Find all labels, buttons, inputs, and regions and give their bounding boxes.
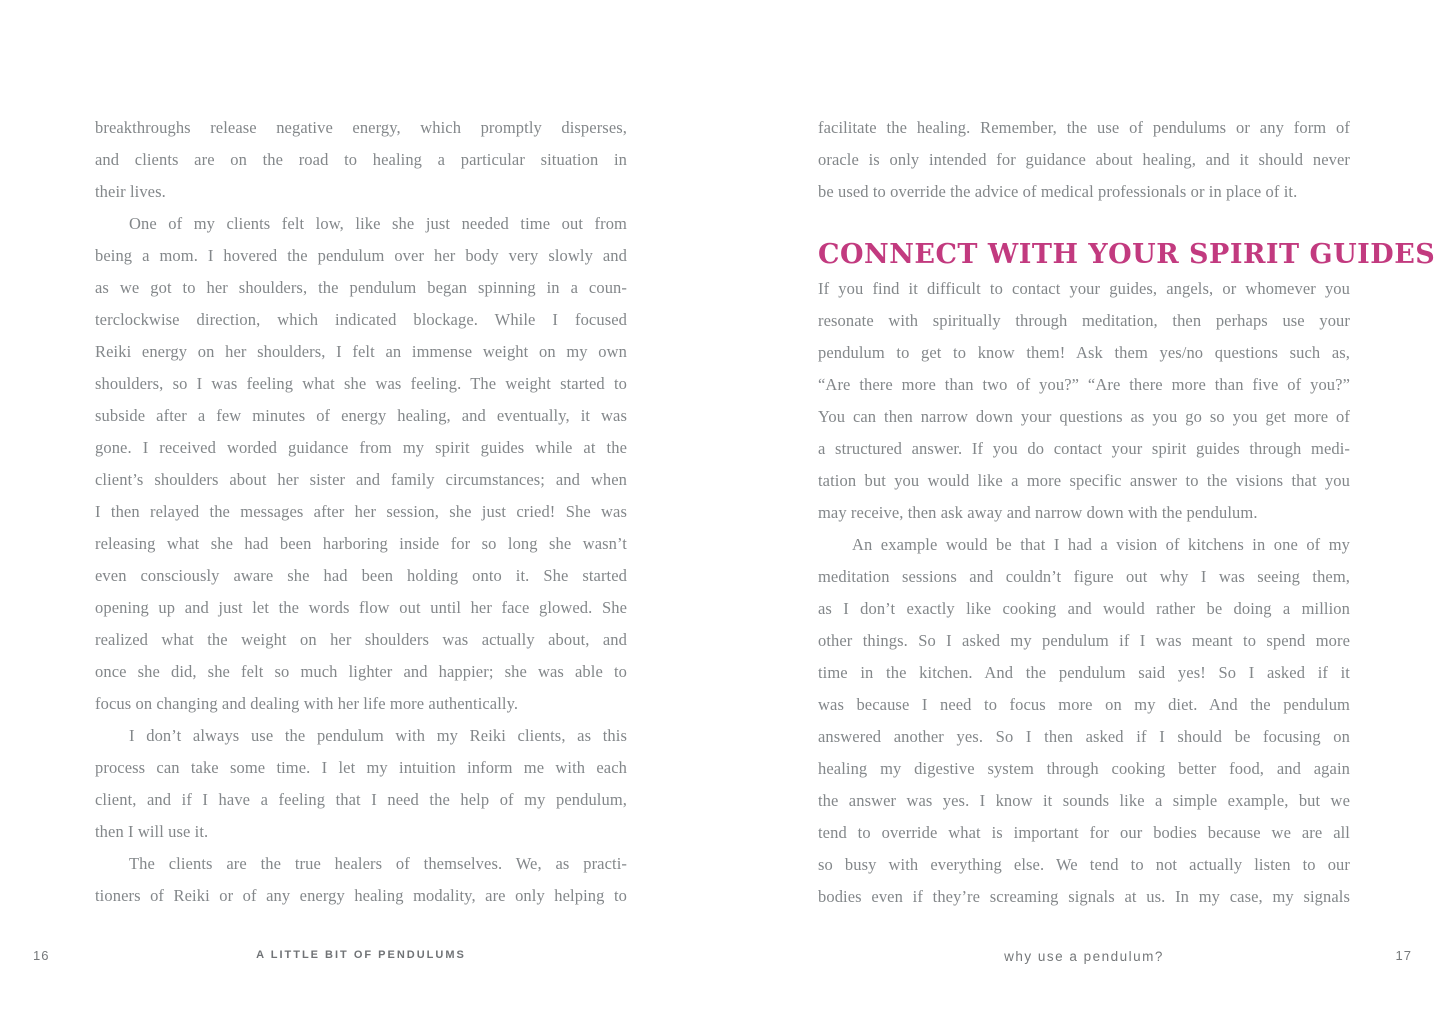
text-line: being a mom. I hovered the pendulum over her body very slowly and bbox=[95, 246, 627, 265]
text-line: breakthroughs release negative energy, which promptly disperses, bbox=[95, 118, 627, 137]
right-page-body bbox=[818, 112, 1436, 913]
paragraph bbox=[95, 848, 627, 912]
paragraph bbox=[818, 273, 1350, 529]
paragraph bbox=[818, 529, 1350, 913]
text-line: subside after a few minutes of energy healing, and eventually, it was bbox=[95, 406, 627, 425]
paragraph bbox=[95, 720, 627, 848]
paragraph bbox=[95, 208, 627, 720]
text-line: gone. I received worded guidance from my spirit guides while at the bbox=[95, 438, 627, 457]
text-line: “Are there more than two of you?” “Are there more than five of you?” bbox=[818, 375, 1350, 394]
left-page-number: 16 bbox=[33, 948, 50, 963]
text-line: terclockwise direction, which indicated blockage. While I focused bbox=[95, 310, 627, 329]
text-line: Reiki energy on her shoulders, I felt an immense weight on my own bbox=[95, 342, 627, 361]
text-line: as we got to her shoulders, the pendulum began spinning in a coun- bbox=[95, 278, 627, 297]
text-line: facilitate the healing. Remember, the use of pendulums or any form of bbox=[818, 118, 1350, 137]
text-line: focus on changing and dealing with her life more authentically. bbox=[95, 694, 519, 713]
text-line: One of my clients felt low, like she just needed time out from bbox=[129, 214, 627, 233]
left-running-head: A LITTLE BIT OF PENDULUMS bbox=[256, 949, 466, 961]
text-line: be used to override the advice of medical professionals or in place of it. bbox=[818, 182, 1298, 201]
text-line: tend to override what is important for our bodies because we are all bbox=[818, 823, 1350, 842]
text-line: I then relayed the messages after her session, she just cried! She was bbox=[95, 502, 627, 521]
text-line: then I will use it. bbox=[95, 822, 209, 841]
text-line: realized what the weight on her shoulders was actually about, and bbox=[95, 630, 627, 649]
text-line: a structured answer. If you do contact your spirit guides through medi- bbox=[818, 439, 1350, 458]
text-line: the answer was yes. I know it sounds like a simple example, but we bbox=[818, 791, 1350, 810]
text-line: opening up and just let the words flow out until her face glowed. She bbox=[95, 598, 627, 617]
right-page-text-after-heading bbox=[818, 273, 1350, 913]
text-line: tation but you would like a more specific answer to the visions that you bbox=[818, 471, 1350, 490]
text-line: may receive, then ask away and narrow down with the pendulum. bbox=[818, 503, 1258, 522]
right-running-head: why use a pendulum? bbox=[1004, 949, 1164, 964]
text-line: client, and if I have a feeling that I need the help of my pendulum, bbox=[95, 790, 627, 809]
text-line: client’s shoulders about her sister and family circumstances; and when bbox=[95, 470, 627, 489]
text-line: If you find it difficult to contact your guides, angels, or whomever you bbox=[818, 279, 1350, 298]
text-line: You can then narrow down your questions as you go so you get more of bbox=[818, 407, 1350, 426]
text-line: answered another yes. So I then asked if I should be focusing on bbox=[818, 727, 1350, 746]
text-line: process can take some time. I let my intuition inform me with each bbox=[95, 758, 627, 777]
text-line: shoulders, so I was feeling what she was feeling. The weight started to bbox=[95, 374, 627, 393]
text-line: even consciously aware she had been holding onto it. She started bbox=[95, 566, 627, 585]
left-page-body bbox=[95, 112, 627, 912]
paragraph bbox=[95, 112, 627, 208]
text-line: once she did, she felt so much lighter and happier; she was able to bbox=[95, 662, 627, 681]
text-line: and clients are on the road to healing a particular situation in bbox=[95, 150, 627, 169]
text-line: resonate with spiritually through meditation, then perhaps use your bbox=[818, 311, 1350, 330]
text-line: so busy with everything else. We tend to not actually listen to our bbox=[818, 855, 1350, 874]
text-line: was because I need to focus more on my diet. And the pendulum bbox=[818, 695, 1350, 714]
text-line: as I don’t exactly like cooking and would rather be doing a million bbox=[818, 599, 1350, 618]
text-line: their lives. bbox=[95, 182, 166, 201]
text-line: tioners of Reiki or of any energy healing modality, are only helping to bbox=[95, 886, 627, 905]
text-line: releasing what she had been harboring inside for so long she wasn’t bbox=[95, 534, 627, 553]
text-line: The clients are the true healers of themselves. We, as practi- bbox=[129, 854, 627, 873]
text-line: other things. So I asked my pendulum if I was meant to spend more bbox=[818, 631, 1350, 650]
text-line: meditation sessions and couldn’t figure out why I was seeing them, bbox=[818, 567, 1350, 586]
text-line: time in the kitchen. And the pendulum said yes! So I asked if it bbox=[818, 663, 1350, 682]
text-line: pendulum to get to know them! Ask them yes/no questions such as, bbox=[818, 343, 1350, 362]
paragraph bbox=[818, 112, 1350, 208]
right-page-number: 17 bbox=[1395, 948, 1412, 963]
section-heading: CONNECT WITH YOUR SPIRIT GUIDES bbox=[818, 239, 1436, 270]
text-line: healing my digestive system through cooking better food, and again bbox=[818, 759, 1350, 778]
text-line: An example would be that I had a vision of kitchens in one of my bbox=[852, 535, 1350, 554]
right-page-text-before-heading bbox=[818, 112, 1350, 208]
text-line: bodies even if they’re screaming signals at us. In my case, my signals bbox=[818, 887, 1350, 906]
text-line: oracle is only intended for guidance about healing, and it should never bbox=[818, 150, 1350, 169]
text-line: I don’t always use the pendulum with my Reiki clients, as this bbox=[129, 726, 627, 745]
